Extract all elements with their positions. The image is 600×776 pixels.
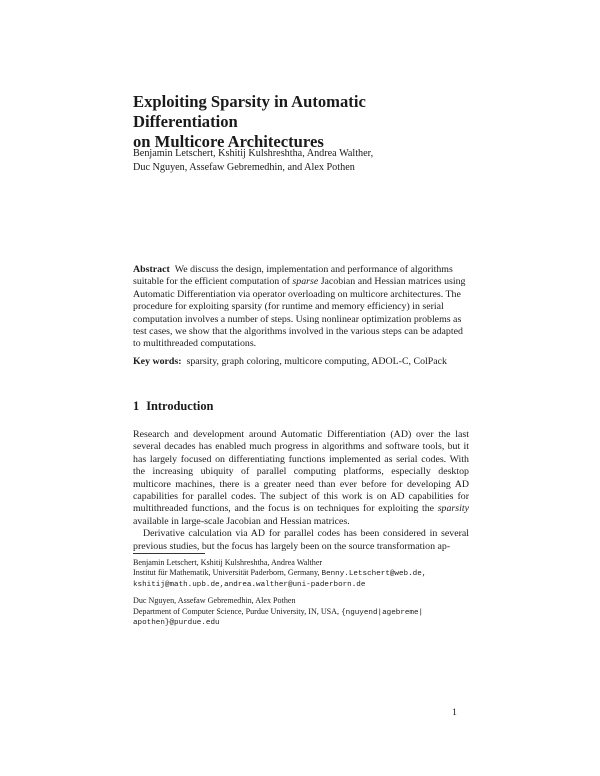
abstract-text-end: Jacobian and Hessian matrices using Automatic Differentiation via operator overloading on multicore architectures. The procedure for exploiting sparsity (for runtime and memory efficiency) in serial computation involves a number of steps. Using nonlinear optimization problems as test cases, we show that the algorithms involved in the various steps can be adapted to multithreaded computations. — [133, 276, 466, 350]
paper-title — [133, 92, 473, 152]
footnote-2-names: Duc Nguyen, Assefaw Gebremedhin, Alex Pothen — [133, 596, 296, 606]
keywords-text: sparsity, graph coloring, multicore computing, ADOL-C, ColPack — [186, 356, 447, 367]
footnote-group-1 — [133, 558, 469, 590]
footnote-1-affiliation — [133, 568, 469, 579]
section-number: 1 — [133, 399, 140, 413]
title-line-1: Exploiting Sparsity in Automatic Differentiation — [133, 92, 366, 131]
footnote-1-email-1[interactable]: Benny.Letschert@web.de, — [321, 570, 427, 579]
body-text — [133, 429, 469, 553]
title-line-2: on Multicore Architectures — [133, 132, 324, 151]
footnote-group-2 — [133, 596, 469, 628]
authors-line-2: Duc Nguyen, Assefaw Gebremedhin, and Alex Pothen — [133, 162, 355, 173]
abstract-emphasis: sparse — [292, 276, 319, 288]
footnote-1-email-2[interactable]: kshitij@math.upb.de,andrea.walther@uni-paderborn.de — [133, 580, 366, 589]
paragraph-1-emphasis: sparsity — [437, 503, 469, 515]
footnote-rule — [133, 553, 205, 554]
page-number: 1 — [452, 707, 457, 718]
paragraph-1-end: available in large-scale Jacobian and Hessian matrices. — [133, 515, 350, 527]
paragraph-1 — [133, 429, 469, 528]
footnote-2-affiliation — [133, 607, 469, 618]
keywords-label: Key words: — [133, 356, 182, 367]
keywords — [133, 356, 469, 368]
paragraph-2: Derivative calculation via AD for parallel codes has been considered in several previous studies, but the focus has largely been on the source transformation ap- — [133, 528, 469, 552]
section-title: Introduction — [146, 399, 214, 413]
abstract-text-start: We discuss the design, implementation and performance of algorithms suitable for the efficient computation of — [133, 264, 453, 288]
footnote-2-affil-text: Department of Computer Science, Purdue University, IN, USA, — [133, 606, 340, 616]
footnote-2-email-2[interactable]: apothen}@purdue.edu — [133, 619, 220, 628]
author-list — [133, 147, 473, 175]
footnote-1-affil-text: Institut für Mathematik, Universität Paderborn, Germany, — [133, 568, 320, 578]
abstract-label: Abstract — [133, 264, 170, 275]
footnote-1-names: Benjamin Letschert, Kshitij Kulshreshtha, Andrea Walther — [133, 558, 323, 567]
abstract — [133, 264, 469, 351]
paragraph-1-start: Research and development around Automatic Differentiation (AD) over the last several decades has enabled much progress in algorithms and software tools, but it has largely focused on differentiating functions implemented as serial codes. With the increasing ubiquity of parallel computing platforms, especially desktop multicore machines, there is a greater need than ever before for developing AD capabilities for parallel codes. The subject of this work is on AD capabilities for multithreaded functions, and the focus is on techniques for exploiting the — [133, 429, 469, 515]
footnotes — [133, 558, 469, 634]
footnote-2-email-1[interactable]: {nguyend|agebreme| — [341, 608, 424, 617]
authors-line-1: Benjamin Letschert, Kshitij Kulshreshtha, Andrea Walther, — [133, 148, 374, 159]
section-heading — [133, 398, 469, 414]
